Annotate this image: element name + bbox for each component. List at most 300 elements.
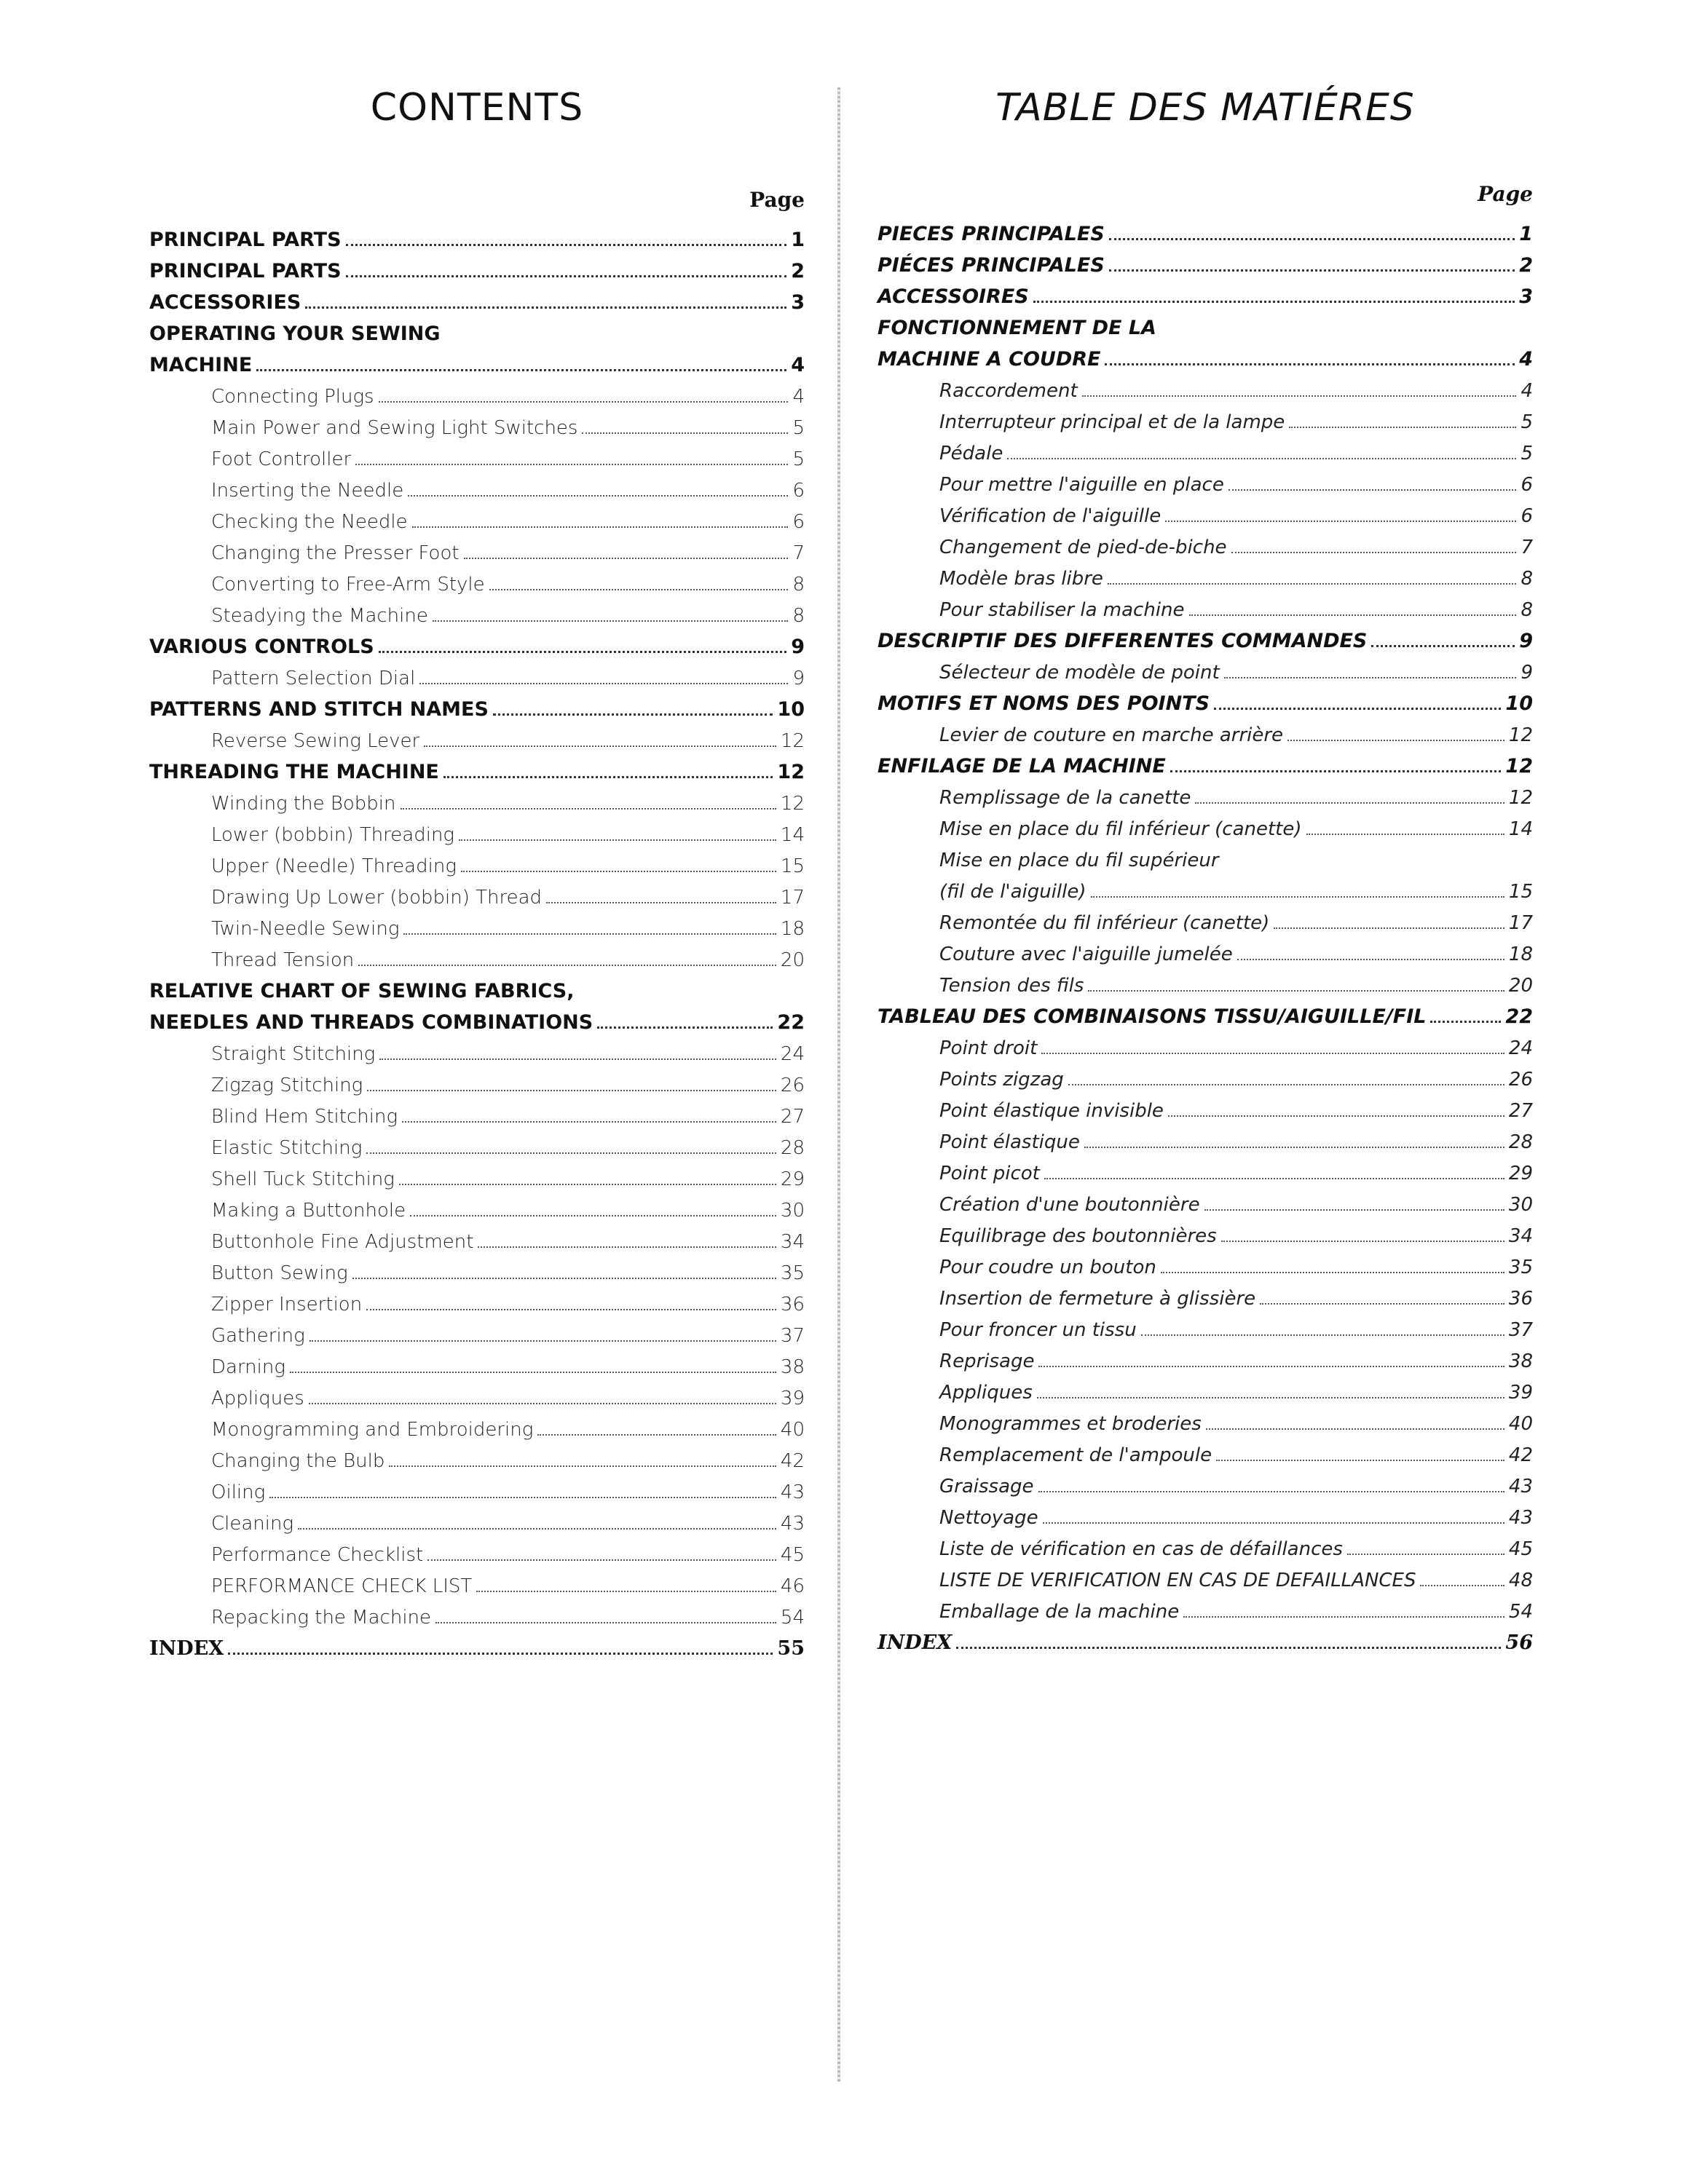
toc-entry-page-number: 40 xyxy=(1508,1413,1533,1435)
toc-entry-label: Monogrammes et broderies xyxy=(939,1413,1202,1435)
toc-entry-page-number: 9 xyxy=(1519,630,1533,652)
dot-leader xyxy=(1105,363,1515,365)
toc-entry-label: Inserting the Needle xyxy=(211,480,404,502)
toc-subsection-entry xyxy=(149,1471,805,1502)
toc-subsection-entry xyxy=(149,657,805,688)
toc-entry-label: PIÉCES PRINCIPALES xyxy=(877,254,1105,277)
toc-subsection-entry xyxy=(149,1439,805,1471)
dot-leader xyxy=(582,432,788,434)
toc-entry-label: Points zigzag xyxy=(939,1069,1064,1091)
dot-leader xyxy=(379,1059,776,1060)
toc-entry-page-number: 34 xyxy=(780,1231,805,1253)
toc-entry-label: Levier de couture en marche arrière xyxy=(939,724,1284,746)
toc-entry-label: Insertion de fermeture à glissière xyxy=(939,1288,1256,1310)
toc-subsection-entry xyxy=(149,1095,805,1126)
toc-entry-label: Lower (bobbin) Threading xyxy=(211,824,455,846)
dot-leader xyxy=(379,651,787,653)
toc-entry-page-number: 54 xyxy=(780,1607,805,1629)
dot-leader xyxy=(1228,489,1517,491)
toc-entry-page-number: 2 xyxy=(791,260,805,282)
toc-entry-page-number: 6 xyxy=(1521,474,1533,496)
toc-subsection-entry xyxy=(877,1089,1533,1120)
toc-entry-page-number: 18 xyxy=(780,918,805,940)
toc-entry-label: Buttonhole Fine Adjustment xyxy=(211,1231,474,1253)
toc-entry-label: Remplissage de la canette xyxy=(939,787,1191,809)
toc-subsection-entry xyxy=(149,500,805,531)
dot-leader xyxy=(464,558,789,559)
toc-entry-page-number: 22 xyxy=(1505,1005,1533,1028)
toc-entry-label: Oiling xyxy=(211,1481,266,1503)
toc-subsection-entry xyxy=(877,839,1533,870)
toc-entry-page-number: 5 xyxy=(792,448,805,470)
dot-leader xyxy=(1204,1209,1504,1211)
toc-section-entry xyxy=(149,1001,805,1032)
page-column-header: Page xyxy=(1478,182,1533,206)
dot-leader xyxy=(1371,645,1515,647)
toc-subsection-entry xyxy=(877,1340,1533,1371)
toc-entry-page-number: 10 xyxy=(1505,692,1533,715)
toc-subsection-entry xyxy=(149,1314,805,1345)
toc-section-entry xyxy=(877,1621,1533,1653)
dot-leader xyxy=(1044,1178,1504,1179)
toc-entry-page-number: 12 xyxy=(777,761,805,783)
toc-subsection-entry xyxy=(877,1371,1533,1402)
toc-subsection-entry xyxy=(149,1564,805,1596)
dot-leader xyxy=(537,1434,776,1436)
toc-subsection-entry xyxy=(877,1183,1533,1214)
dot-leader xyxy=(298,1528,776,1530)
toc-entry-label: Blind Hem Stitching xyxy=(211,1106,398,1128)
toc-entry-label: Remplacement de l'ampoule xyxy=(939,1444,1212,1466)
dot-leader xyxy=(1033,301,1515,303)
dot-leader xyxy=(1141,1334,1504,1336)
toc-section-entry xyxy=(877,244,1533,275)
dot-leader xyxy=(309,1403,776,1404)
toc-subsection-entry xyxy=(877,463,1533,494)
toc-subsection-entry xyxy=(877,1559,1533,1590)
toc-entry-page-number: 28 xyxy=(780,1137,805,1159)
dot-leader xyxy=(1183,1616,1504,1618)
toc-subsection-entry xyxy=(877,1214,1533,1246)
toc-subsection-entry xyxy=(149,1251,805,1283)
toc-entry-page-number: 7 xyxy=(792,542,805,564)
toc-entry-label: DESCRIPTIF DES DIFFERENTES COMMANDES xyxy=(877,630,1368,652)
toc-entry-label: Steadying the Machine xyxy=(211,605,428,627)
dot-leader xyxy=(1430,1021,1501,1023)
dot-leader xyxy=(1109,269,1515,272)
dot-leader xyxy=(459,839,776,841)
toc-subsection-entry xyxy=(149,1189,805,1220)
toc-subsection-entry xyxy=(877,557,1533,588)
dot-leader xyxy=(1037,1397,1504,1398)
toc-entry-page-number: 24 xyxy=(1508,1037,1533,1059)
dot-leader xyxy=(256,369,786,371)
toc-entry-page-number: 12 xyxy=(780,793,805,815)
toc-list xyxy=(877,213,1533,1653)
toc-entry-label: FONCTIONNEMENT DE LA xyxy=(877,317,1156,339)
toc-subsection-entry xyxy=(877,651,1533,682)
dot-leader xyxy=(346,244,787,246)
dot-leader xyxy=(346,275,787,277)
toc-entry-label: ENFILAGE DE LA MACHINE xyxy=(877,755,1166,778)
toc-entry-label: Winding the Bobbin xyxy=(211,793,396,815)
toc-entry-page-number: 36 xyxy=(780,1294,805,1315)
dot-leader xyxy=(427,1559,776,1561)
toc-entry-label: Pédale xyxy=(939,443,1003,464)
toc-subsection-entry xyxy=(877,588,1533,620)
dot-leader xyxy=(355,464,788,465)
page-title: TABLE DES MATIÉRES xyxy=(995,86,1415,130)
dot-leader xyxy=(1420,1585,1504,1586)
toc-entry-label: Button Sewing xyxy=(211,1262,348,1284)
dot-leader xyxy=(1170,770,1502,772)
toc-entry-page-number: 46 xyxy=(780,1575,805,1597)
toc-section-entry xyxy=(877,995,1533,1026)
toc-subsection-entry xyxy=(877,1246,1533,1277)
toc-entry-page-number: 9 xyxy=(792,668,805,689)
dot-leader xyxy=(408,495,788,496)
toc-entry-label: INDEX xyxy=(149,1637,224,1660)
dot-leader xyxy=(399,1184,776,1185)
dot-leader xyxy=(435,1622,776,1623)
toc-entry-page-number: 37 xyxy=(1508,1319,1533,1341)
toc-subsection-entry xyxy=(877,776,1533,807)
toc-section-entry xyxy=(149,344,805,375)
toc-subsection-entry xyxy=(877,526,1533,557)
toc-subsection-entry xyxy=(149,813,805,844)
toc-entry-label: Appliques xyxy=(211,1388,304,1409)
dot-leader xyxy=(1038,1366,1504,1367)
dot-leader xyxy=(366,1152,776,1154)
toc-subsection-entry xyxy=(149,1408,805,1439)
toc-section-entry xyxy=(149,625,805,657)
toc-entry-label: Shell Tuck Stitching xyxy=(211,1168,395,1190)
dot-leader xyxy=(1347,1554,1504,1555)
toc-entry-page-number: 1 xyxy=(791,229,805,251)
toc-entry-label: PRINCIPAL PARTS xyxy=(149,229,342,251)
toc-subsection-entry xyxy=(149,1126,805,1158)
toc-entry-page-number: 5 xyxy=(792,417,805,439)
toc-entry-page-number: 10 xyxy=(777,698,805,721)
toc-entry-page-number: 43 xyxy=(780,1513,805,1535)
toc-subsection-entry xyxy=(877,400,1533,432)
toc-subsection-entry xyxy=(877,1527,1533,1559)
toc-section-entry xyxy=(877,338,1533,369)
toc-entry-page-number: 35 xyxy=(780,1262,805,1284)
toc-entry-page-number: 43 xyxy=(780,1481,805,1503)
toc-subsection-entry xyxy=(877,870,1533,901)
toc-entry-label: Modèle bras libre xyxy=(939,568,1103,590)
dot-leader xyxy=(309,1340,776,1342)
toc-entry-label: Reverse Sewing Lever xyxy=(211,730,420,752)
dot-leader xyxy=(367,1090,776,1091)
toc-subsection-entry xyxy=(877,432,1533,463)
toc-entry-label: PIECES PRINCIPALES xyxy=(877,223,1105,245)
toc-subsection-entry xyxy=(149,406,805,438)
dot-leader xyxy=(1091,896,1504,898)
dot-leader xyxy=(433,620,789,622)
toc-entry-page-number: 12 xyxy=(780,730,805,752)
toc-subsection-entry xyxy=(877,1433,1533,1465)
toc-section-entry xyxy=(877,306,1533,338)
toc-entry-label: Changing the Presser Foot xyxy=(211,542,460,564)
toc-entry-page-number: 9 xyxy=(1521,662,1533,684)
toc-subsection-entry xyxy=(877,807,1533,839)
toc-entry-page-number: 14 xyxy=(780,824,805,846)
toc-entry-label: Elastic Stitching xyxy=(211,1137,363,1159)
dot-leader xyxy=(305,306,786,309)
toc-entry-page-number: 6 xyxy=(792,511,805,533)
toc-entry-page-number: 6 xyxy=(1521,505,1533,527)
toc-entry-label: ACCESSORIES xyxy=(149,291,301,314)
toc-entry-label: Performance Checklist xyxy=(211,1544,424,1566)
toc-entry-label: Main Power and Sewing Light Switches xyxy=(211,417,578,439)
toc-entry-page-number: 37 xyxy=(780,1325,805,1347)
toc-entry-page-number: 30 xyxy=(1508,1194,1533,1216)
dot-leader xyxy=(1274,927,1504,929)
toc-section-entry xyxy=(149,751,805,782)
toc-entry-label: Emballage de la machine xyxy=(939,1601,1180,1623)
toc-entry-label: LISTE DE VERIFICATION EN CAS DE DEFAILLANCES xyxy=(939,1570,1416,1591)
toc-subsection-entry xyxy=(149,438,805,469)
dot-leader xyxy=(1195,802,1504,804)
toc-entry-label: Pour mettre l'aiguille en place xyxy=(939,474,1224,496)
dot-leader xyxy=(424,745,776,747)
toc-entry-page-number: 35 xyxy=(1508,1257,1533,1278)
toc-subsection-entry xyxy=(149,1220,805,1251)
toc-entry-page-number: 34 xyxy=(1508,1225,1533,1247)
toc-entry-page-number: 12 xyxy=(1505,755,1533,778)
toc-section-entry xyxy=(149,312,805,344)
toc-subsection-entry xyxy=(149,1533,805,1564)
dot-leader xyxy=(1168,1115,1504,1117)
toc-subsection-entry xyxy=(149,594,805,625)
toc-entry-label: Nettoyage xyxy=(939,1507,1038,1529)
toc-section-entry xyxy=(149,970,805,1001)
toc-entry-label: VARIOUS CONTROLS xyxy=(149,636,374,658)
toc-subsection-entry xyxy=(877,1465,1533,1496)
dot-leader xyxy=(443,776,773,778)
toc-subsection-entry xyxy=(149,531,805,563)
column-divider xyxy=(837,87,840,2082)
toc-subsection-entry xyxy=(877,1277,1533,1308)
toc-entry-label: Création d'une boutonnière xyxy=(939,1194,1200,1216)
toc-entry-label: Liste de vérification en cas de défaillances xyxy=(939,1538,1343,1560)
toc-entry-label: PATTERNS AND STITCH NAMES xyxy=(149,698,489,721)
toc-entry-page-number: 45 xyxy=(780,1544,805,1566)
dot-leader xyxy=(389,1465,776,1467)
toc-entry-label: Thread Tension xyxy=(211,949,355,971)
dot-leader xyxy=(379,401,789,403)
toc-entry-page-number: 48 xyxy=(1508,1570,1533,1591)
dot-leader xyxy=(1289,427,1516,428)
toc-entry-page-number: 17 xyxy=(780,887,805,909)
dot-leader xyxy=(493,713,773,716)
toc-entry-label: ACCESSOIRES xyxy=(877,285,1029,308)
toc-entry-label: Pour stabiliser la machine xyxy=(939,599,1185,621)
dot-leader xyxy=(1007,458,1516,459)
toc-entry-page-number: 15 xyxy=(1508,881,1533,903)
toc-entry-label: Tension des fils xyxy=(939,975,1084,997)
toc-entry-label: INDEX xyxy=(877,1631,953,1654)
toc-entry-page-number: 2 xyxy=(1519,254,1533,277)
toc-entry-page-number: 29 xyxy=(1508,1163,1533,1184)
toc-entry-label: Vérification de l'aiguille xyxy=(939,505,1162,527)
toc-subsection-entry xyxy=(149,1158,805,1189)
dot-leader xyxy=(1237,959,1504,960)
toc-entry-label: Straight Stitching xyxy=(211,1043,376,1065)
toc-entry-label: THREADING THE MACHINE xyxy=(149,761,439,783)
toc-entry-label: Darning xyxy=(211,1356,285,1378)
toc-entry-page-number: 27 xyxy=(780,1106,805,1128)
toc-entry-page-number: 6 xyxy=(792,480,805,502)
dot-leader xyxy=(401,808,776,810)
dot-leader xyxy=(269,1497,776,1498)
toc-entry-page-number: 3 xyxy=(1519,285,1533,308)
toc-entry-label: Gathering xyxy=(211,1325,305,1347)
toc-entry-page-number: 17 xyxy=(1508,912,1533,934)
toc-subsection-entry xyxy=(877,1402,1533,1433)
toc-entry-page-number: 54 xyxy=(1508,1601,1533,1623)
toc-entry-page-number: 39 xyxy=(1508,1382,1533,1404)
toc-entry-label: Connecting Plugs xyxy=(211,386,374,408)
toc-entry-page-number: 4 xyxy=(791,354,805,376)
toc-entry-label: Monogramming and Embroidering xyxy=(211,1419,534,1441)
toc-subsection-entry xyxy=(877,1308,1533,1340)
toc-entry-page-number: 12 xyxy=(1508,787,1533,809)
toc-entry-page-number: 18 xyxy=(1508,943,1533,965)
toc-subsection-entry xyxy=(877,901,1533,933)
toc-entry-page-number: 43 xyxy=(1508,1476,1533,1497)
toc-entry-page-number: 55 xyxy=(777,1637,805,1660)
dot-leader xyxy=(1216,1460,1504,1461)
dot-leader xyxy=(402,1121,776,1123)
dot-leader xyxy=(1306,834,1504,835)
toc-entry-label: Point élastique xyxy=(939,1131,1080,1153)
toc-subsection-entry xyxy=(149,844,805,876)
toc-entry-page-number: 8 xyxy=(1521,599,1533,621)
dot-leader xyxy=(1109,238,1515,240)
toc-entry-label: Pour coudre un bouton xyxy=(939,1257,1156,1278)
dot-leader xyxy=(1206,1428,1504,1430)
toc-entry-label: Reprisage xyxy=(939,1350,1035,1372)
dot-leader xyxy=(489,589,789,590)
toc-section-entry xyxy=(149,250,805,281)
toc-entry-label: Pattern Selection Dial xyxy=(211,668,416,689)
toc-entry-label: Changing the Bulb xyxy=(211,1450,385,1472)
toc-list xyxy=(149,218,805,1658)
toc-entry-page-number: 8 xyxy=(1521,568,1533,590)
toc-subsection-entry xyxy=(877,964,1533,995)
dot-leader xyxy=(1165,521,1516,522)
toc-entry-page-number: 20 xyxy=(780,949,805,971)
dot-leader xyxy=(956,1647,1501,1649)
toc-subsection-entry xyxy=(149,1377,805,1408)
toc-subsection-entry xyxy=(149,1032,805,1064)
toc-subsection-entry xyxy=(877,1026,1533,1058)
dot-leader xyxy=(228,1653,773,1655)
toc-subsection-entry xyxy=(149,1502,805,1533)
dot-leader xyxy=(410,1215,776,1216)
toc-subsection-entry xyxy=(149,469,805,500)
toc-entry-label: Zipper Insertion xyxy=(211,1294,363,1315)
toc-section-entry xyxy=(877,275,1533,306)
dot-leader xyxy=(1161,1272,1504,1273)
toc-entry-label: Mise en place du fil inférieur (canette) xyxy=(939,818,1302,840)
toc-entry-label: Converting to Free-Arm Style xyxy=(211,574,485,596)
toc-subsection-entry xyxy=(149,1345,805,1377)
toc-entry-label: Zigzag Stitching xyxy=(211,1075,363,1096)
toc-subsection-entry xyxy=(149,563,805,594)
toc-entry-page-number: 22 xyxy=(777,1011,805,1034)
dot-leader xyxy=(476,1591,776,1592)
toc-entry-label: Mise en place du fil supérieur xyxy=(939,850,1219,871)
toc-section-entry xyxy=(877,213,1533,244)
toc-entry-page-number: 9 xyxy=(791,636,805,658)
toc-entry-page-number: 42 xyxy=(1508,1444,1533,1466)
toc-entry-page-number: 24 xyxy=(780,1043,805,1065)
toc-entry-page-number: 5 xyxy=(1521,443,1533,464)
toc-section-entry xyxy=(149,218,805,250)
toc-entry-label: Upper (Needle) Threading xyxy=(211,855,457,877)
dot-leader xyxy=(412,526,789,528)
toc-entry-label: PRINCIPAL PARTS xyxy=(149,260,342,282)
toc-entry-page-number: 40 xyxy=(780,1419,805,1441)
toc-subsection-entry xyxy=(149,1596,805,1627)
toc-entry-page-number: 26 xyxy=(1508,1069,1533,1091)
toc-entry-label: Drawing Up Lower (bobbin) Thread xyxy=(211,887,543,909)
toc-entry-page-number: 15 xyxy=(780,855,805,877)
dot-leader xyxy=(403,933,776,935)
dot-leader xyxy=(419,683,788,684)
dot-leader xyxy=(358,965,776,966)
toc-entry-label: MOTIFS ET NOMS DES POINTS xyxy=(877,692,1210,715)
toc-section-entry xyxy=(877,745,1533,776)
toc-entry-label: Appliques xyxy=(939,1382,1033,1404)
toc-entry-label: Interrupteur principal et de la lampe xyxy=(939,411,1285,433)
toc-subsection-entry xyxy=(149,782,805,813)
toc-entry-page-number: 26 xyxy=(780,1075,805,1096)
toc-entry-page-number: 14 xyxy=(1508,818,1533,840)
toc-entry-label: Remontée du fil inférieur (canette) xyxy=(939,912,1270,934)
toc-entry-label: Pour froncer un tissu xyxy=(939,1319,1137,1341)
toc-entry-label: Changement de pied-de-biche xyxy=(939,537,1227,558)
toc-entry-label: Repacking the Machine xyxy=(211,1607,432,1629)
toc-entry-page-number: 28 xyxy=(1508,1131,1533,1153)
toc-entry-label: TABLEAU DES COMBINAISONS TISSU/AIGUILLE/FIL xyxy=(877,1005,1427,1028)
toc-subsection-entry xyxy=(877,713,1533,745)
dot-leader xyxy=(1038,1491,1504,1492)
toc-entry-label: OPERATING YOUR SEWING xyxy=(149,323,441,345)
toc-subsection-entry xyxy=(149,375,805,406)
toc-entry-page-number: 38 xyxy=(780,1356,805,1378)
toc-entry-page-number: 39 xyxy=(780,1388,805,1409)
dot-leader xyxy=(1214,708,1501,710)
toc-entry-label: Equilibrage des boutonnières xyxy=(939,1225,1217,1247)
toc-entry-page-number: 12 xyxy=(1508,724,1533,746)
toc-subsection-entry xyxy=(877,933,1533,964)
toc-entry-label: RELATIVE CHART OF SEWING FABRICS, xyxy=(149,980,575,1002)
toc-entry-label: Cleaning xyxy=(211,1513,294,1535)
dot-leader xyxy=(1189,614,1517,616)
toc-entry-page-number: 42 xyxy=(780,1450,805,1472)
toc-entry-page-number: 45 xyxy=(1508,1538,1533,1560)
toc-entry-page-number: 4 xyxy=(792,386,805,408)
dot-leader xyxy=(1108,583,1517,585)
toc-entry-page-number: 43 xyxy=(1508,1507,1533,1529)
toc-entry-label: NEEDLES AND THREADS COMBINATIONS xyxy=(149,1011,593,1034)
toc-subsection-entry xyxy=(877,1152,1533,1183)
